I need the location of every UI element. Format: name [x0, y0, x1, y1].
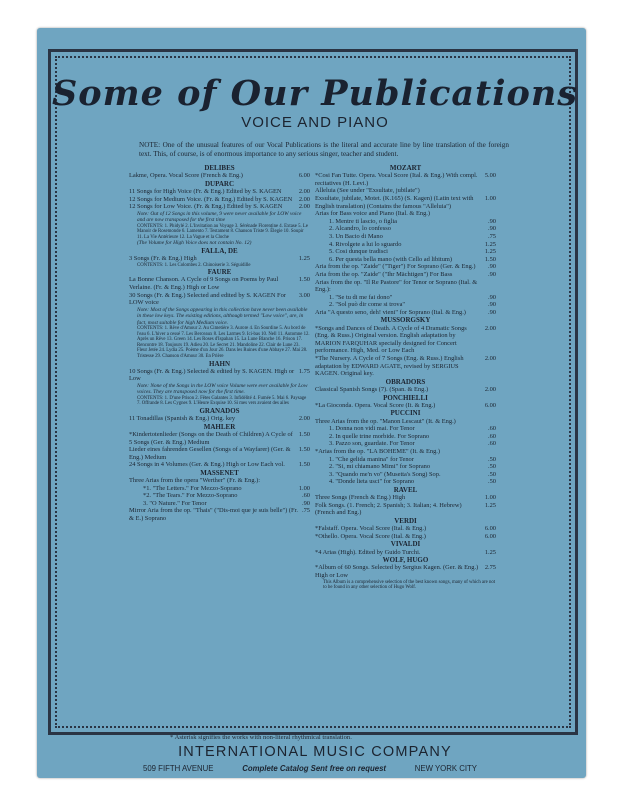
item-price: 1.50 [298, 430, 310, 438]
composer-heading: PUCCINI [390, 409, 421, 418]
composer-heading: MOZART [389, 164, 422, 172]
item-price: .90 [488, 293, 496, 301]
item-title: *Kindertotenlieder (Songs on the Death of Children) A Cycle of 5 Songs (Ger. & Eng.) Medium [129, 430, 293, 446]
composer-heading: FAURE [207, 268, 232, 277]
item-price: .90 [488, 308, 496, 316]
item-price: 1.75 [298, 367, 310, 375]
publication-item [315, 309, 496, 317]
sub-item [315, 248, 496, 256]
publication-item [129, 255, 310, 263]
composer-heading: WOLF, HUGO [382, 556, 429, 565]
item-price: 2.00 [298, 203, 310, 211]
contents-list: CONTENTS: 1. D'une Prison 2. Fêtes Galantes 3. Infidélité 4. Fumée 5. Mai 6. Paysage 7. Offrande 8. Les Cygnes 9. L'Heure Exquise 10. Si mes vers avaient des ailes [137, 395, 307, 407]
publication-item [315, 325, 496, 355]
item-price: 5.00 [484, 172, 496, 180]
composer-heading: MAHLER [203, 422, 236, 431]
item-title: 2. Alcandro, lo confesso [329, 225, 391, 233]
item-title: *2. "The Tears." For Mezzo-Soprano [143, 492, 238, 500]
composer-heading: MUSSORGSKY [380, 316, 431, 325]
item-price: 2.00 [298, 415, 310, 423]
item-price: 2.00 [484, 324, 496, 332]
item-title: 12 Songs for Low Voice. (Fr. & Eng.) Edited by S. KAGEN [129, 203, 283, 211]
publication-item [315, 448, 496, 456]
right-column [315, 164, 496, 591]
item-price: 6.00 [484, 401, 496, 409]
item-title: 2. In quelle trine morbide. For Soprano [329, 432, 430, 440]
item-price: .50 [488, 455, 496, 463]
item-title: 4. Rivolgete a lui lo sguardo [329, 240, 402, 248]
publication-item [315, 502, 496, 517]
sub-item [315, 463, 496, 471]
item-title: Three Arias from the op. "Manon Lescaut" (It. & Eng.) [315, 417, 456, 425]
item-price: 3.00 [298, 291, 310, 299]
item-title: *Falstaff. Opera. Vocal Score (Ital. & Eng.) [315, 525, 427, 533]
composer-heading: MASSENET [200, 468, 239, 477]
publication-item [315, 279, 496, 294]
item-price: .90 [488, 270, 496, 278]
item-title: La Bonne Chanson. A Cycle of 9 Songs on Poems by Paul Verlaine. (Fr. & Eng.) High or Low [129, 276, 279, 291]
item-price: .75 [488, 232, 496, 240]
item-title: Aria from the op. "Zaide" ("Ihr Mächtigen") For Bass [315, 270, 453, 278]
item-title: 12 Songs for Medium Voice. (Fr. & Eng.) Edited by S. KAGEN [129, 195, 293, 203]
sub-item [315, 294, 496, 302]
item-price: 6.00 [298, 172, 310, 180]
sub-item [315, 241, 496, 249]
item-title: Three Arias from the opera "Werther" (Fr. & Eng.): [129, 477, 261, 485]
item-title: 3 Songs (Fr. & Eng.) High [129, 254, 197, 262]
item-title: Arias for Bass voice and Piano (Ital. & Eng.) [315, 210, 431, 218]
translation-note: NOTE: One of the unusual features of our Vocal Publications is the literal and accurate line by line translation of the foreign text. This, of course, is of enormous importance to any serious singer, teacher and student. [139, 141, 509, 158]
item-title: Mirror Aria from the op. "Thais" ("Dis-moi que je suis belle") (Fr. & E.) Soprano [129, 507, 298, 523]
item-title: 1. Donna non vidi mai. For Tenor [329, 425, 415, 433]
publication-item [129, 276, 310, 291]
publication-item [315, 355, 496, 378]
item-price: 1.50 [484, 255, 496, 263]
item-price: .50 [488, 470, 496, 478]
item-title: 11 Tonadillas (Spanish & Eng.) Orig. key [129, 415, 236, 423]
item-title: *1. "The Letters." For Mezzo-Soprano [143, 484, 242, 492]
catalog-offer: Complete Catalog Sent free on request [242, 764, 387, 773]
sub-item [129, 500, 310, 508]
publication-item [315, 210, 496, 218]
item-title: 3. Pazzo son, guardate. For Tenor [329, 440, 415, 448]
item-title: Classical Spanish Songs (7). (Span. & Eng.) [315, 386, 429, 394]
item-price: .50 [488, 463, 496, 471]
item-title: Three Songs (French & Eng.) High [315, 494, 406, 502]
item-price: .60 [488, 432, 496, 440]
sub-item [315, 425, 496, 433]
publication-item [315, 533, 496, 541]
item-title: *Arias from the op. "LA BOHEME" (It. & Eng.) [315, 448, 441, 456]
publication-item [129, 368, 310, 383]
item-title: Exsultate, jubilate, Motet. (K.165) (S. Kagen) (Latin text with English translation) (Contains the famous "Alleluia") [315, 194, 474, 210]
sub-item [315, 478, 496, 486]
publication-item [129, 507, 310, 522]
publication-item [129, 196, 310, 204]
sub-item [315, 225, 496, 233]
publication-item [315, 525, 496, 533]
item-price: 1.50 [298, 446, 310, 454]
left-column [129, 164, 310, 523]
sub-item [315, 256, 496, 264]
sub-item [315, 233, 496, 241]
item-price: 2.00 [484, 355, 496, 363]
item-title: 2. "Sol può dir come si trova" [329, 301, 406, 309]
publication-item [129, 446, 310, 461]
publication-item [129, 477, 310, 485]
item-title: Arias from the op. "Il Re Pastore" for Tenor or Soprano (Ital. & Eng.): [315, 278, 478, 294]
company-name: INTERNATIONAL MUSIC COMPANY [178, 744, 452, 760]
item-title: 30 Songs (Fr. & Eng.) Selected and edited by S. KAGEN For LOW voice [129, 291, 286, 307]
edition-note: Note: Out of 12 Songs in this volume, 9 were never available for LOW voice and are now transposed for the first time [137, 210, 302, 224]
publication-item [129, 292, 310, 307]
page-heading: Some of Our Publications [51, 73, 579, 114]
edition-note: Note: None of the Songs in the LOW voice Volume were ever available for Low voices. They are transposed now for the first time. [137, 382, 308, 396]
composer-heading: PONCHIELLI [383, 393, 428, 402]
item-title: 10 Songs (Fr. & Eng.) Selected & edited by S. KAGEN. High or Low [129, 367, 295, 383]
publication-item [129, 431, 310, 446]
publication-item [315, 418, 496, 426]
publication-item [315, 195, 496, 210]
item-title: *Album of 60 Songs. Selected by Sergius Kagen. (Ger. & Eng.) High or Low [315, 564, 479, 579]
item-title: *4 Arias (High). Edited by Guido Turchi. [315, 548, 421, 556]
item-title: 1. "Se tu di me fai dono" [329, 293, 393, 301]
item-price: .60 [302, 492, 310, 500]
item-price: 6.00 [484, 532, 496, 540]
sub-item [315, 471, 496, 479]
publication-item [315, 494, 496, 502]
item-title: 11 Songs for High Voice (Fr. & Eng.) Edited by S. KAGEN [129, 188, 282, 195]
publication-item [315, 172, 496, 187]
item-title: *Othello. Opera. Vocal Score (Ital. & Eng.) [315, 532, 426, 540]
sub-item [315, 440, 496, 448]
item-title: Aria "A questo seno, deh! vieni" for Soprano (Ital. & Eng.) [315, 308, 466, 316]
sub-item [315, 301, 496, 309]
item-price: 2.75 [484, 564, 496, 572]
item-price: 1.00 [484, 194, 496, 202]
item-title: 6. Per questa bella mano (with Cello ad libitum) [329, 255, 452, 263]
item-title: 24 Songs in 4 Volumes (Ger. & Eng.) High or Low Each vol. [129, 461, 285, 469]
sub-item [315, 218, 496, 226]
item-price: 1.00 [298, 484, 310, 492]
publication-item [315, 549, 496, 557]
contents-list: CONTENTS: 1. Rêve d'Amour 2. Au Cimetière 3. Aurore 4. En Sourdine 5. Au bord de l'eau 6. L'hiver a cessé 7. Les Berceaux 8. Les Larmes 9. Ici-bas 10. Nell 11. Automne 12. Après un Rêve 13. Green 14. Les Roses d'Ispahan 15. La Lune Blanche 16. Prison 17. Rencontre 18. Toujours 19. Adieu 20. Le Secret 21. Mandoline 22. Clair de Lune 23. Fleur Jetée 24. Lydia 25. Poème d'un Jour 26. Dans les Ruines d'une Abbaye 27. Mai 28. Tristesse 29. Chanson d'Amour 30. En Prière [137, 325, 310, 359]
contents-list: CONTENTS: 1. Phidylé 2. L'Invitation au Voyage 3. Sérénade Florentine 4. Extase 5. Le Manoir de Rosemonde 6. Lamento 7. Testament 8. Chanson Triste 9. Élegie 10. Soupir 11. La Vie Antérieure 12. La Vague et la Cloche [137, 223, 308, 240]
item-price: 1.25 [298, 254, 310, 262]
publication-item [315, 263, 496, 271]
item-price: .75 [302, 507, 310, 515]
item-title: *The Nursery. A Cycle of 7 Songs (Eng. & Russ.) English adaptation by EDWARD AGATE, revised by SERGIUS KAGEN. Original key. [315, 355, 464, 378]
section-subheading: VOICE AND PIANO [241, 114, 389, 131]
item-title: Aria from the op. "Zaide" ("Tiger") For Soprano (Ger. & Eng.) [315, 263, 476, 271]
publication-item [129, 172, 310, 180]
item-price: 1.00 [484, 494, 496, 502]
item-price: .90 [488, 263, 496, 271]
item-price: 2.00 [298, 188, 310, 195]
item-price: .90 [302, 499, 310, 507]
item-title: Lakme, Opera. Vocal Score (French & Eng.) [129, 172, 243, 180]
item-title: Alleluia (See under "Exsultate, jubilate") [315, 187, 420, 195]
sub-item [129, 492, 310, 500]
item-price: .90 [488, 301, 496, 309]
composer-heading: GRANADOS [199, 406, 240, 415]
composer-heading: OBRADORS [385, 377, 426, 386]
item-title: *Cosi Fan Tutte. Opera. Vocal Score (Ital. & Eng.) With compl. recitatives (H. Levi.) [315, 172, 478, 187]
item-price: .60 [488, 440, 496, 448]
asterisk-note: * Asterisk signifies the works with non-literal rhythmical translation. [170, 734, 352, 741]
item-price: 1.25 [484, 248, 496, 256]
item-price: 1.25 [484, 240, 496, 248]
footer-line [143, 764, 477, 773]
publication-item [315, 187, 496, 195]
item-title: Folk Songs. (1. French; 2. Spanish; 3. Italian; 4. Hebrew) (French and Eng.) [315, 501, 462, 517]
publication-item [129, 415, 310, 423]
publication-item [315, 564, 496, 579]
item-title: 5. Cosi dunque tradisci [329, 248, 388, 256]
item-price: .60 [488, 425, 496, 433]
city: NEW YORK CITY [414, 764, 477, 773]
publication-item [315, 386, 496, 394]
publication-item [315, 271, 496, 279]
composer-heading: HAHN [209, 359, 230, 368]
item-price: 2.00 [298, 195, 310, 203]
item-title: Lieder eines fahrenden Gesellen (Songs of a Wayfarer) (Ger. & Eng.) Medium [129, 446, 291, 461]
item-title: *Songs and Dances of Death. A Cycle of 4 Dramatic Songs (Eng. & Russ.) Original version. English adaptation by MARION FARQUHAR specially designed for Concert performance. High, Med. or Low Each [315, 324, 467, 355]
composer-heading: DELIBES [204, 164, 235, 172]
item-title: 3. Un Bacio di Mano [329, 232, 383, 240]
composer-heading: FALLA, DE [201, 246, 238, 255]
composer-heading: VIVALDI [390, 540, 421, 549]
item-price: 6.00 [484, 525, 496, 533]
item-price: 1.50 [298, 276, 310, 284]
publication-item [129, 188, 310, 196]
item-price: .90 [488, 217, 496, 225]
item-title: 2. "Si, mi chiamano Mimi" for Soprano [329, 463, 431, 471]
item-price: 1.50 [298, 461, 310, 469]
composer-heading: RAVEL [393, 485, 418, 494]
item-title: 3. "O Nature." For Tenor [143, 499, 207, 507]
address: 509 FIFTH AVENUE [143, 764, 214, 773]
item-title: 1. "Che gelida manina" for Tenor [329, 455, 414, 463]
edition-note: (The Volume for High Voice does not contain No. 12) [137, 240, 252, 247]
publication-item [129, 461, 310, 469]
item-title: 1. Mentre ti lascio, o figlia [329, 217, 397, 225]
item-price: 1.25 [484, 501, 496, 509]
sub-item [315, 433, 496, 441]
edition-note: Note: Most of the Songs appearing in this collection have never been available in these low keys. The existing editions, although termed "Low voice", are, in fact, most suitable for high Medium voice. [137, 306, 308, 326]
sub-item [129, 485, 310, 493]
item-price: .50 [488, 478, 496, 486]
sub-item [315, 456, 496, 464]
item-price: 2.00 [484, 386, 496, 394]
item-title: 3. "Quando me'n vo" (Musetta's Song) Sop. [329, 470, 441, 478]
item-price: 1.25 [484, 548, 496, 556]
item-title: 4. "Donde lieta usci" for Soprano [329, 478, 415, 486]
publication-item [129, 203, 310, 211]
item-price: .90 [488, 225, 496, 233]
item-title: *La Gioconda. Opera. Vocal Score (It. & Eng.) [315, 401, 436, 409]
publication-item [315, 402, 496, 410]
composer-heading: DUPARC [204, 179, 235, 188]
contents-list: CONTENTS: 1. Les Colombes 2. Chinoiserie 3. Séguidille [137, 262, 251, 268]
composer-heading: VERDI [394, 516, 417, 525]
contents-list: This Album is a comprehensive selection of the best known songs, many of which are not to be found in any other selection of Hugo Wolf. [323, 579, 496, 591]
